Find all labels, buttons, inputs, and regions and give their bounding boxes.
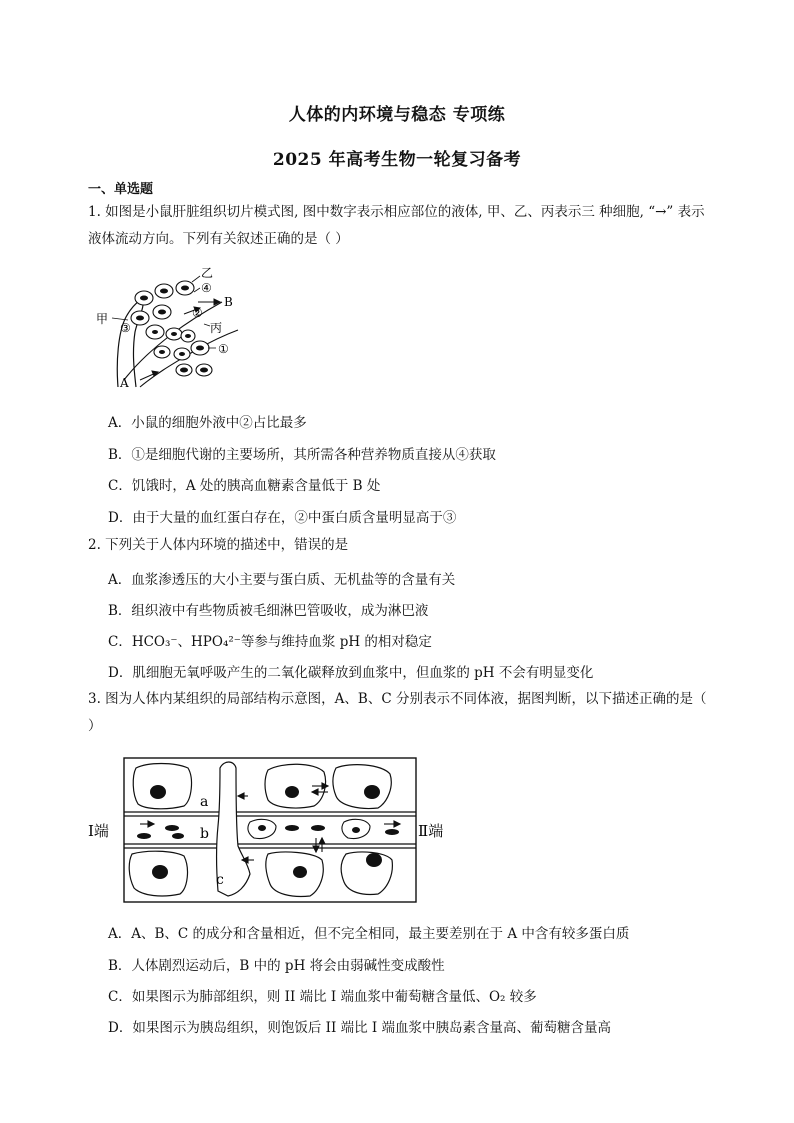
label-four: ④ [201,281,212,295]
question-2-option-a: A．血浆渗透压的大小主要与蛋白质、无机盐等的含量有关 [108,572,456,588]
label-end-2: Ⅱ端 [418,822,444,840]
label-two: ② [192,306,203,320]
label-end-1: Ⅰ端 [88,822,109,840]
page-subtitle: 2025 年高考生物一轮复习备考 [272,150,522,170]
label-a: a [200,794,209,810]
section-heading: 一、单选题 [88,182,154,197]
question-1-stem: 1. 如图是小鼠肝脏组织切片模式图, 图中数字表示相应部位的液体, 甲、乙、丙表示三 种细胞, “→” 表示液体流动方向。下列有关叙述正确的是（ ） [88,204,705,247]
question-1-option-b: B．①是细胞代谢的主要场所，其所需各种营养物质直接从④获取 [108,447,496,463]
label-c: c [216,872,224,888]
question-1-figure [88,262,248,392]
label-one: ① [218,342,229,356]
question-3-option-b: B．人体剧烈运动后，B 中的 pH 将会由弱碱性变成酸性 [108,958,445,974]
page-title: 人体的内环境与稳态 专项练 [288,105,506,125]
question-2-option-d: D．肌细胞无氧呼吸产生的二氧化碳释放到血浆中，但血浆的 pH 不会有明显变化 [108,665,594,681]
question-1-option-c: C．饥饿时，A 处的胰高血糖素含量低于 B 处 [108,478,381,494]
question-1-option-d: D．由于大量的血红蛋白存在，②中蛋白质含量明显高于③ [108,510,457,526]
label-yi: 乙 [201,266,214,280]
label-jia: 甲 [96,312,109,326]
label-bing: 丙 [210,321,223,335]
label-three: ③ [120,321,131,335]
question-3-option-a: A．A、B、C 的成分和含量相近，但不完全相同，最主要差别在于 A 中含有较多蛋白质 [108,926,630,942]
label-B: B [224,295,233,309]
question-1-option-a: A．小鼠的细胞外液中②占比最多 [108,415,307,431]
question-3-option-d: D．如果图示为胰岛组织，则饱饭后 II 端比 I 端血浆中胰岛素含量高、葡萄糖含量高 [108,1020,611,1036]
question-3-figure [88,756,458,906]
question-2-option-b: B．组织液中有些物质被毛细淋巴管吸收，成为淋巴液 [108,603,429,619]
label-A: A [120,376,129,390]
question-3-stem: 3. 图为人体内某组织的局部结构示意图，A、B、C 分别表示不同体液，据图判断，以下描述正确的是（ ） [88,691,707,734]
label-b: b [200,826,209,842]
question-2-option-c: C．HCO₃⁻、HPO₄²⁻等参与维持血浆 pH 的相对稳定 [108,634,432,650]
question-2-stem: 2. 下列关于人体内环境的描述中，错误的是 [88,537,349,553]
question-3-option-c: C．如果图示为肺部组织，则 II 端比 I 端血浆中葡萄糖含量低、O₂ 较多 [108,989,537,1005]
